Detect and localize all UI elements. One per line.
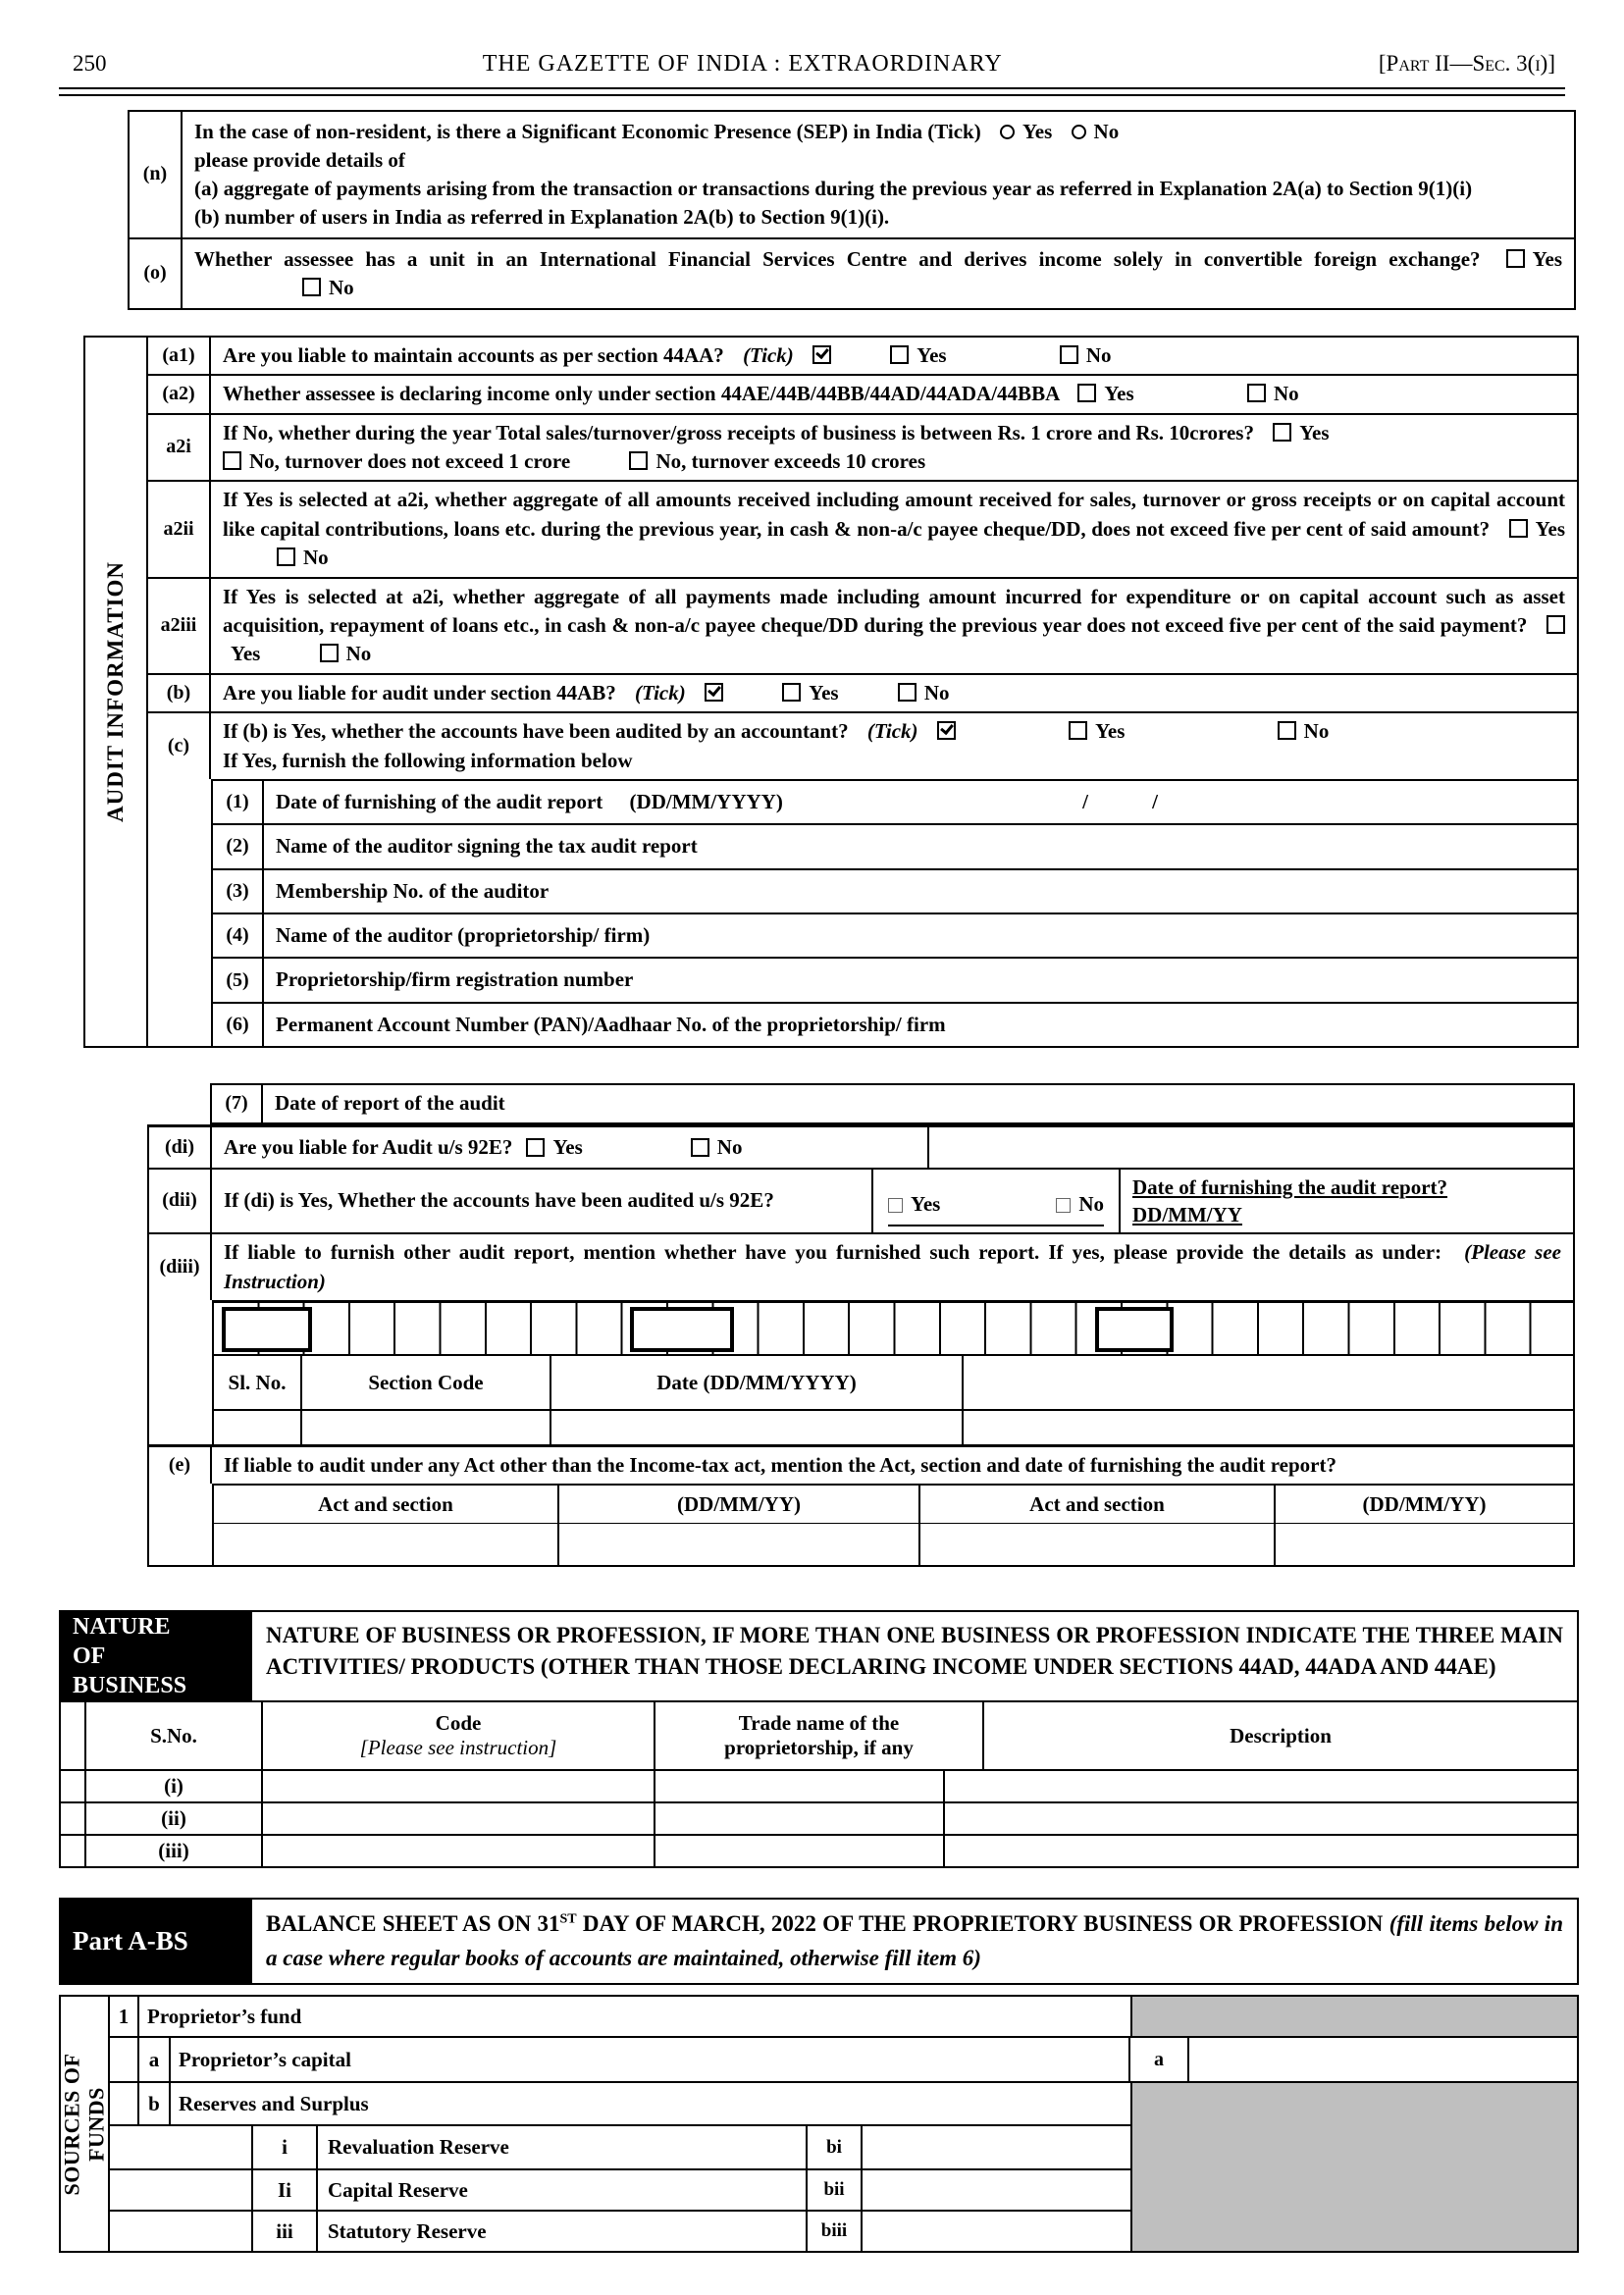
section-code-entry-grid[interactable] [212, 1300, 1573, 1354]
row-c-code: (c) [148, 713, 211, 779]
ifsc-no-checkbox[interactable] [302, 278, 321, 296]
row-n [130, 112, 1574, 237]
nature-trade-header: Trade name of the proprietorship, if any [655, 1702, 984, 1769]
row-c-line1: If (b) is Yes, whether the accounts have been audited by an accountant? [223, 719, 849, 744]
row-reserves-surplus [110, 2083, 1130, 2124]
nature-row-i-desc-cell[interactable] [945, 1771, 1577, 1801]
row-c-tick-label: (Tick) [866, 719, 918, 744]
nature-row-ii-sno: (ii) [86, 1803, 263, 1834]
reserves-shaded-cell [1130, 2083, 1577, 2251]
row-bi-text: Revaluation Reserve [318, 2126, 808, 2168]
row-bi-value-cell[interactable] [863, 2126, 1130, 2168]
a2ii-yes-label: Yes [1535, 516, 1565, 541]
ifsc-no-label: No [329, 275, 354, 299]
a1-yes-checkbox[interactable] [890, 345, 909, 364]
nature-row-ii [61, 1801, 1577, 1834]
double-rule [59, 87, 1565, 96]
row-a2ii-code: a2ii [148, 482, 211, 576]
row-bii-code: Ii [253, 2170, 318, 2210]
part-a-bs-section [59, 1898, 1579, 1985]
nature-text: NATURE OF BUSINESS OR PROFESSION, IF MORE THAN ONE BUSINESS OR PROFESSION INDICATE THE THREE MAIN ACTIVITIES/ PRODUCTS (OTHER THAN THOSE DECLARING INCOME UNDER SECTIONS 44AD, 44ADA AND 44AE) [266, 1623, 1563, 1679]
reserves-group [110, 2081, 1577, 2251]
nature-row-i-sno: (i) [86, 1771, 263, 1801]
item-4 [213, 913, 1577, 957]
row-bii-value-cell[interactable] [863, 2170, 1130, 2210]
row-o-text: Whether assessee has a unit in an International Financial Services Centre and derives income solely in convertible foreign exchange? [194, 246, 1481, 271]
e-date-header-2: (DD/MM/YY) [1362, 1491, 1487, 1516]
sep-no-label: No [1093, 120, 1120, 143]
a2-yes-label: Yes [1104, 382, 1134, 406]
nature-code-header: Code [435, 1711, 482, 1736]
nature-header-row [61, 1700, 1577, 1769]
a2-no-label: No [1273, 382, 1299, 406]
row-1-shaded-cell [1132, 1997, 1577, 2036]
sl-date-cell[interactable] [551, 1411, 964, 1444]
e-entry-row [212, 1523, 1573, 1565]
di-blank-cell[interactable] [929, 1127, 1573, 1168]
nature-row-ii-trade-cell[interactable] [655, 1803, 945, 1834]
c-yes-label: Yes [1095, 719, 1126, 744]
row-1-num: 1 [110, 1997, 139, 2036]
entry-box-1[interactable] [222, 1307, 312, 1352]
dii-yes-label: Yes [911, 1192, 941, 1217]
row-statutory-reserve [110, 2210, 1130, 2251]
row-n-line4: (b) number of users in India as referred in Explanation 2A(b) to Section 9(1)(i). [194, 204, 890, 229]
sep-no-radio[interactable] [1072, 125, 1086, 139]
e-date-cell-2[interactable] [1276, 1524, 1573, 1565]
date-slash-2: / [1152, 789, 1159, 813]
di-no-label: No [716, 1134, 743, 1159]
row-di-text: Are you liable for Audit u/s 92E? [224, 1134, 513, 1159]
row-diii-code: (diii) [149, 1234, 212, 1300]
row-biii-text: Statutory Reserve [318, 2212, 808, 2251]
gazette-title: THE GAZETTE OF INDIA : EXTRAORDINARY [482, 51, 1003, 77]
row-b-text: Are you liable for audit under section 44AB? [223, 680, 616, 704]
c-no-label: No [1303, 719, 1330, 744]
a1-tick-checkbox-checked[interactable] [812, 345, 831, 364]
auditor-items [211, 779, 1577, 1046]
e-act-header-1: Act and section [214, 1486, 559, 1523]
audit-table-2 [147, 1083, 1575, 1567]
row-o-code: (o) [130, 239, 183, 308]
a1-no-label: No [1085, 342, 1112, 367]
nature-outer-col [61, 1702, 86, 1769]
audit-table-1 [83, 336, 1579, 1048]
part-a-bs-title-post: DAY OF MARCH, 2022 OF THE PROPRIETORY BUSINESS OR PROFESSION [576, 1911, 1389, 1937]
part-a-bs-note: (fill items below in a case where regular books of accounts are maintained, otherwise fill item 6) [266, 1911, 1563, 1970]
item-7-code: (7) [212, 1085, 263, 1121]
date-slash-1: / [1082, 789, 1088, 813]
section-code-header: Section Code [302, 1356, 551, 1409]
row-a-value-label: a [1130, 2038, 1189, 2081]
row-n-code: (n) [130, 112, 183, 237]
item-6-code: (6) [213, 1004, 264, 1046]
part-a-bs-title-pre: BALANCE SHEET AS ON 31 [266, 1911, 560, 1937]
sl-header-blank [964, 1356, 1573, 1409]
row-a2-code: (a2) [148, 376, 211, 412]
row-n-line3: (a) aggregate of payments arising from the transaction or transactions during the previous year as referred in Explanation 2A(a) to Section 9(1)(i) [194, 176, 1473, 200]
item-5-text: Proprietorship/firm registration number [276, 967, 634, 992]
sep-yes-label: Yes [1022, 120, 1053, 143]
nature-row-iii-sno: (iii) [86, 1836, 263, 1866]
b-no-checkbox[interactable] [898, 683, 917, 702]
row-dii-text: If (di) is Yes, Whether the accounts have been audited u/s 92E? [212, 1170, 873, 1233]
row-bii-value-label: bii [808, 2170, 863, 2210]
dii-yes-checkbox[interactable] [888, 1198, 903, 1213]
row-n-line1: In the case of non-resident, is there a Significant Economic Presence (SEP) in India (Tick) [194, 120, 981, 143]
item-7 [210, 1083, 1575, 1123]
sl-no-header: Sl. No. [214, 1356, 302, 1409]
row-di-code: (di) [149, 1127, 212, 1168]
nature-row-ii-desc-cell[interactable] [945, 1803, 1577, 1834]
row-biii-value-cell[interactable] [863, 2212, 1130, 2251]
sources-strip [61, 1997, 110, 2251]
e-act-cell-1[interactable] [214, 1524, 559, 1565]
dii-no-label: No [1078, 1192, 1104, 1217]
nature-desc-header: Description [1230, 1723, 1332, 1747]
sl-entry-blank[interactable] [964, 1411, 1573, 1444]
row-a2i [148, 413, 1577, 481]
a2-no-checkbox[interactable] [1247, 384, 1266, 402]
row-diii-text: If liable to furnish other audit report, mention whether have you furnished such report. If yes, please provide the details as under: [224, 1240, 1442, 1265]
sep-table [128, 110, 1576, 310]
section-code-cell[interactable] [302, 1411, 551, 1444]
dii-no-checkbox[interactable] [1056, 1198, 1071, 1213]
row-1-text: Proprietor’s fund [139, 1997, 1132, 2036]
sources-of-funds-table [59, 1995, 1579, 2253]
row-bi-code: i [253, 2126, 318, 2168]
a2i-yes-label: Yes [1299, 420, 1330, 444]
item-4-text: Name of the auditor (proprietorship/ firm) [276, 923, 651, 948]
nature-row-i [61, 1769, 1577, 1801]
b-no-label: No [923, 680, 950, 704]
row-capital-reserve [110, 2168, 1130, 2210]
page-header [0, 0, 1624, 78]
nature-row-iii [61, 1834, 1577, 1866]
row-dii [149, 1168, 1573, 1233]
row-biii-value-label: biii [808, 2212, 863, 2251]
row-e [149, 1444, 1573, 1484]
entry-box-3[interactable] [1095, 1307, 1174, 1352]
row-a2iii [148, 577, 1577, 673]
row-a2i-code: a2i [148, 415, 211, 481]
nature-row-i-code-cell[interactable] [263, 1771, 655, 1801]
row-a-value-cell[interactable] [1189, 2038, 1577, 2081]
a2ii-yes-checkbox[interactable] [1509, 519, 1528, 538]
row-n-line2: please provide details of [194, 147, 405, 172]
nature-row-iii-trade-cell[interactable] [655, 1836, 945, 1866]
row-di [149, 1127, 1573, 1168]
row-biii-code: iii [253, 2212, 318, 2251]
sl-entry-row [212, 1409, 1573, 1444]
item-2 [213, 823, 1577, 867]
nature-row-iii-code-cell[interactable] [263, 1836, 655, 1866]
item-4-code: (4) [213, 914, 264, 957]
b-yes-checkbox[interactable] [782, 683, 801, 702]
e-date-cell-1[interactable] [559, 1524, 920, 1565]
e-act-cell-2[interactable] [920, 1524, 1276, 1565]
sources-label: SOURCES OF FUNDS [59, 2053, 108, 2196]
audit-section-strip [85, 338, 148, 1046]
a2iii-yes-checkbox[interactable] [1546, 615, 1565, 634]
item-6-text: Permanent Account Number (PAN)/Aadhaar No. of the proprietorship/ firm [276, 1012, 946, 1036]
item-7-text: Date of report of the audit [275, 1091, 505, 1116]
entry-box-2[interactable] [630, 1307, 734, 1352]
row-a2ii [148, 480, 1577, 576]
row-b-code: (b) [148, 675, 211, 711]
a2i-yes-checkbox[interactable] [1273, 423, 1291, 442]
di-yes-checkbox[interactable] [526, 1138, 545, 1157]
a2i-opt1-label: No, turnover does not exceed 1 crore [249, 448, 571, 473]
item-3 [213, 868, 1577, 913]
item-1 [213, 781, 1577, 823]
a2i-opt2-label: No, turnover exceeds 10 crores [655, 448, 926, 473]
item-2-code: (2) [213, 825, 264, 867]
row-diii [149, 1232, 1573, 1300]
part-a-bs-title-sup: ST [559, 1911, 577, 1927]
page-number: 250 [73, 51, 107, 76]
dii-date-label: Date of furnishing the audit report? DD/MM/YY [1132, 1174, 1448, 1226]
row-a2 [148, 374, 1577, 412]
a2i-opt2-checkbox[interactable] [629, 451, 648, 470]
sl-header-row [212, 1354, 1573, 1409]
nature-row-iii-desc-cell[interactable] [945, 1836, 1577, 1866]
row-a2i-text: If No, whether during the year Total sales/turnover/gross receipts of business is between Rs. 1 crore and Rs. 10crores? [223, 420, 1254, 444]
item-3-text: Membership No. of the auditor [276, 878, 550, 903]
a2ii-no-checkbox[interactable] [277, 548, 295, 566]
row-b-code: b [139, 2083, 171, 2124]
row-a2iii-code: a2iii [148, 579, 211, 673]
a1-yes-label: Yes [917, 342, 947, 367]
item-5 [213, 957, 1577, 1001]
row-proprietors-fund [110, 1997, 1577, 2036]
item-1-code: (1) [213, 781, 264, 823]
nature-label: NATURE OF BUSINESS [73, 1614, 187, 1699]
part-a-bs-label: Part A-BS [61, 1900, 252, 1983]
row-a1-tick-label: (Tick) [743, 342, 794, 367]
row-a1-code: (a1) [148, 338, 211, 374]
row-a2iii-text: If Yes is selected at a2i, whether aggregate of all payments made including amount incurred for expenditure or on capital account such as asset acquisition, repayment of loans etc., in cash & non-a/c payee cheque/DD during the previous year does not exceed five per cent of the said payment? [223, 584, 1565, 637]
row-e-code: (e) [149, 1447, 212, 1484]
row-a-code: a [139, 2038, 171, 2081]
row-b-text: Reserves and Surplus [179, 2091, 369, 2115]
nature-table [61, 1700, 1577, 1866]
row-dii-code: (dii) [149, 1170, 212, 1233]
row-a-text: Proprietor’s capital [171, 2038, 1130, 2081]
row-b [148, 673, 1577, 711]
nature-row-ii-code-cell[interactable] [263, 1803, 655, 1834]
sl-no-cell[interactable] [214, 1411, 302, 1444]
nature-of-business-section [59, 1610, 1579, 1868]
b-tick-checkbox-checked[interactable] [705, 683, 723, 702]
sep-yes-radio[interactable] [1000, 125, 1015, 139]
a2iii-no-label: No [345, 642, 372, 666]
item-6 [213, 1002, 1577, 1046]
a2-yes-checkbox[interactable] [1077, 384, 1096, 402]
row-a1 [148, 338, 1577, 374]
nature-sno-header: S.No. [86, 1702, 263, 1769]
row-bii-text: Capital Reserve [318, 2170, 808, 2210]
a1-no-checkbox[interactable] [1060, 345, 1078, 364]
ifsc-yes-label: Yes [1532, 246, 1563, 271]
ifsc-yes-checkbox[interactable] [1506, 249, 1525, 268]
row-a2ii-text: If Yes is selected at a2i, whether aggregate of all amounts received including amount received for sales, turnover or gross receipts or on capital account like capital contributions, loans etc. during the previous year, in cash & non-a/c payee cheque/DD, does not exceed five per cent of said amount? [223, 488, 1565, 541]
nature-code-note: [Please see instruction] [359, 1736, 557, 1760]
a2iii-yes-label: Yes [231, 642, 261, 666]
row-b-tick-label: (Tick) [635, 680, 686, 704]
part-section-ref: [Part II—Sec. 3(i)] [1378, 51, 1555, 76]
e-header-row [212, 1484, 1573, 1523]
row-bi-value-label: bi [808, 2126, 863, 2168]
row-c-line2: If Yes, furnish the following information below [223, 748, 633, 772]
row-a2-text: Whether assessee is declaring income only under section 44AE/44B/44BB/44AD/44ADA/44BBA [223, 382, 1060, 406]
e-act-header-2: Act and section [920, 1486, 1276, 1523]
b-yes-label: Yes [809, 680, 839, 704]
row-a1-text: Are you liable to maintain accounts as per section 44AA? [223, 342, 724, 367]
sl-date-header: Date (DD/MM/YYYY) [551, 1356, 964, 1409]
row-c [148, 711, 1577, 779]
item-3-code: (3) [213, 870, 264, 913]
item-5-code: (5) [213, 959, 264, 1001]
nature-row-i-trade-cell[interactable] [655, 1771, 945, 1801]
row-e-text: If liable to audit under any Act other than the Income-tax act, mention the Act, section and date of furnishing the audit report? [224, 1453, 1336, 1478]
audit-section-label: AUDIT INFORMATION [103, 561, 128, 822]
row-diii-note: (Please see Instruction) [224, 1240, 1561, 1293]
item-2-text: Name of the auditor signing the tax audit report [276, 834, 698, 859]
a2i-opt1-checkbox[interactable] [223, 451, 241, 470]
c-tick-checkbox-checked[interactable] [937, 721, 956, 740]
di-no-checkbox[interactable] [691, 1138, 709, 1157]
row-revaluation-reserve [110, 2124, 1130, 2168]
a2iii-no-checkbox[interactable] [320, 644, 339, 662]
item-1-text: Date of furnishing of the audit report [276, 789, 603, 813]
di-yes-label: Yes [552, 1134, 583, 1159]
c-no-checkbox[interactable] [1278, 721, 1296, 740]
row-o [130, 237, 1574, 308]
row-proprietors-capital [110, 2036, 1577, 2081]
e-date-header-1: (DD/MM/YY) [559, 1486, 920, 1523]
a2ii-no-label: No [303, 546, 329, 570]
item-1-format: (DD/MM/YYYY) [629, 789, 783, 813]
c-yes-checkbox[interactable] [1069, 721, 1087, 740]
